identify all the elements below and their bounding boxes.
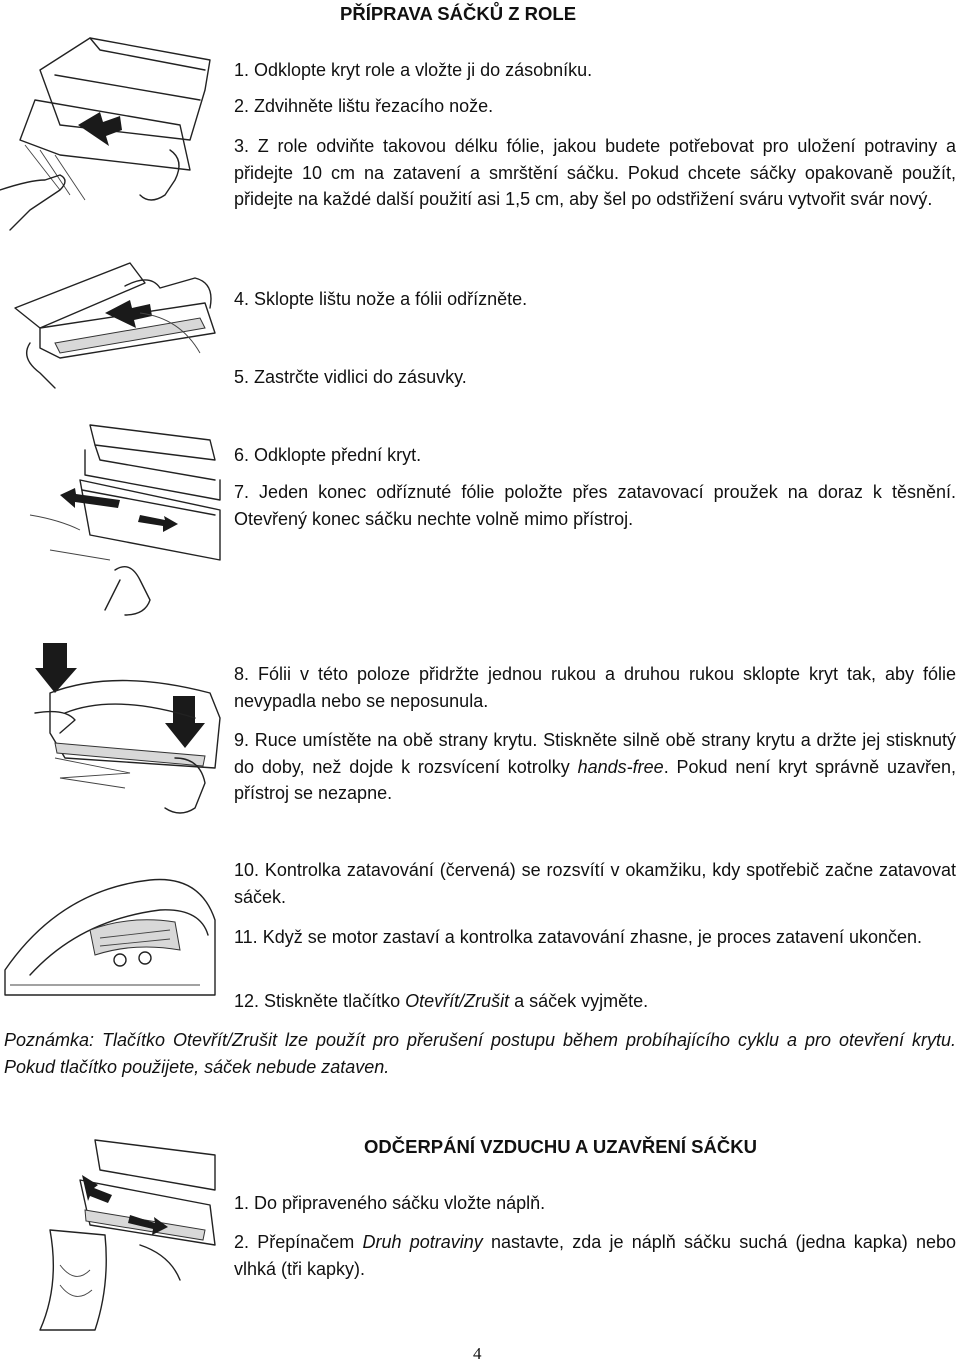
note: Poznámka: Tlačítko Otevřít/Zrušit lze použít pro přerušení postupu během probíhajícího cyklu a pro otevření krytu. Pokud tlačítko použijete, sáček nebude zataven. — [4, 1030, 956, 1077]
step-9: 9. Ruce umístěte na obě strany krytu. Stiskněte silně obě strany krytu a držte jej stisknutý do doby, než dojde k rozsvícení kotrolky hands-free. Pokud není kryt správně uzavřen, přístroj se nezapne. — [234, 730, 956, 803]
sealing-illustration — [0, 860, 220, 1010]
vacuum-illustration — [20, 1135, 225, 1330]
step-12: 12. Stiskněte tlačítko Otevřít/Zrušit a sáček vyjměte. — [234, 991, 649, 1011]
section-title-vacuum: ODČERPÁNÍ VZDUCHU A UZAVŘENÍ SÁČKU — [364, 1136, 757, 1157]
step2-2: 2. Přepínačem Druh potraviny nastavte, zda je náplň sáčku suchá (jedna kapka) nebo vlhká (tři kapky). — [234, 1232, 957, 1279]
step-11: 11. Když se motor zastaví a kontrolka zatavování zhasne, je proces zatavení ukončen. — [234, 927, 923, 947]
step-3: 3. Z role odviňte takovou délku fólie, jakou budete potřebovat pro uložení potraviny a přidejte 10 cm na zatavení a smrštění sáčku. Pokud chcete sáčky opakovaně použít, přidejte na každé další použití asi 1,5 cm, aby šel po odstřižení sváru vytvořit svár nový. — [234, 136, 956, 209]
open-cover-illustration — [20, 420, 225, 620]
step-8: 8. Fólii v této poloze přidržte jednou rukou a druhou rukou sklopte kryt tak, aby fólie nevypadla nebo se neposunula. — [234, 664, 956, 711]
press-cover-illustration — [35, 638, 225, 838]
page-number: 4 — [473, 1344, 482, 1363]
step2-1: 1. Do připraveného sáčku vložte náplň. — [234, 1193, 546, 1213]
step-5: 5. Zastrčte vidlici do zásuvky. — [234, 367, 467, 387]
open-cancel-label: Otevřít/Zrušit — [405, 991, 510, 1011]
step-4: 4. Sklopte lištu nože a fólii odřízněte. — [234, 289, 528, 309]
section-title-preparation: PŘÍPRAVA SÁČKŮ Z ROLE — [340, 3, 577, 24]
step-7: 7. Jeden konec odříznuté fólie položte přes zatavovací proužek na doraz k těsnění. Otevřený konec sáčku nechte volně mimo přístroj. — [234, 482, 956, 529]
step-6: 6. Odklopte přední kryt. — [234, 445, 422, 465]
step-10: 10. Kontrolka zatavování (červená) se rozsvítí v okamžiku, kdy spotřebič začne zatavovat sáček. — [234, 860, 956, 907]
step-2: 2. Zdvihněte lištu řezacího nože. — [234, 96, 494, 116]
cut-film-illustration — [10, 258, 225, 388]
step-1: 1. Odklopte kryt role a vložte ji do zásobníku. — [234, 60, 593, 80]
hands-free-label: hands-free — [577, 756, 664, 777]
roll-insert-illustration — [0, 30, 225, 230]
food-type-label: Druh potraviny — [362, 1232, 483, 1252]
